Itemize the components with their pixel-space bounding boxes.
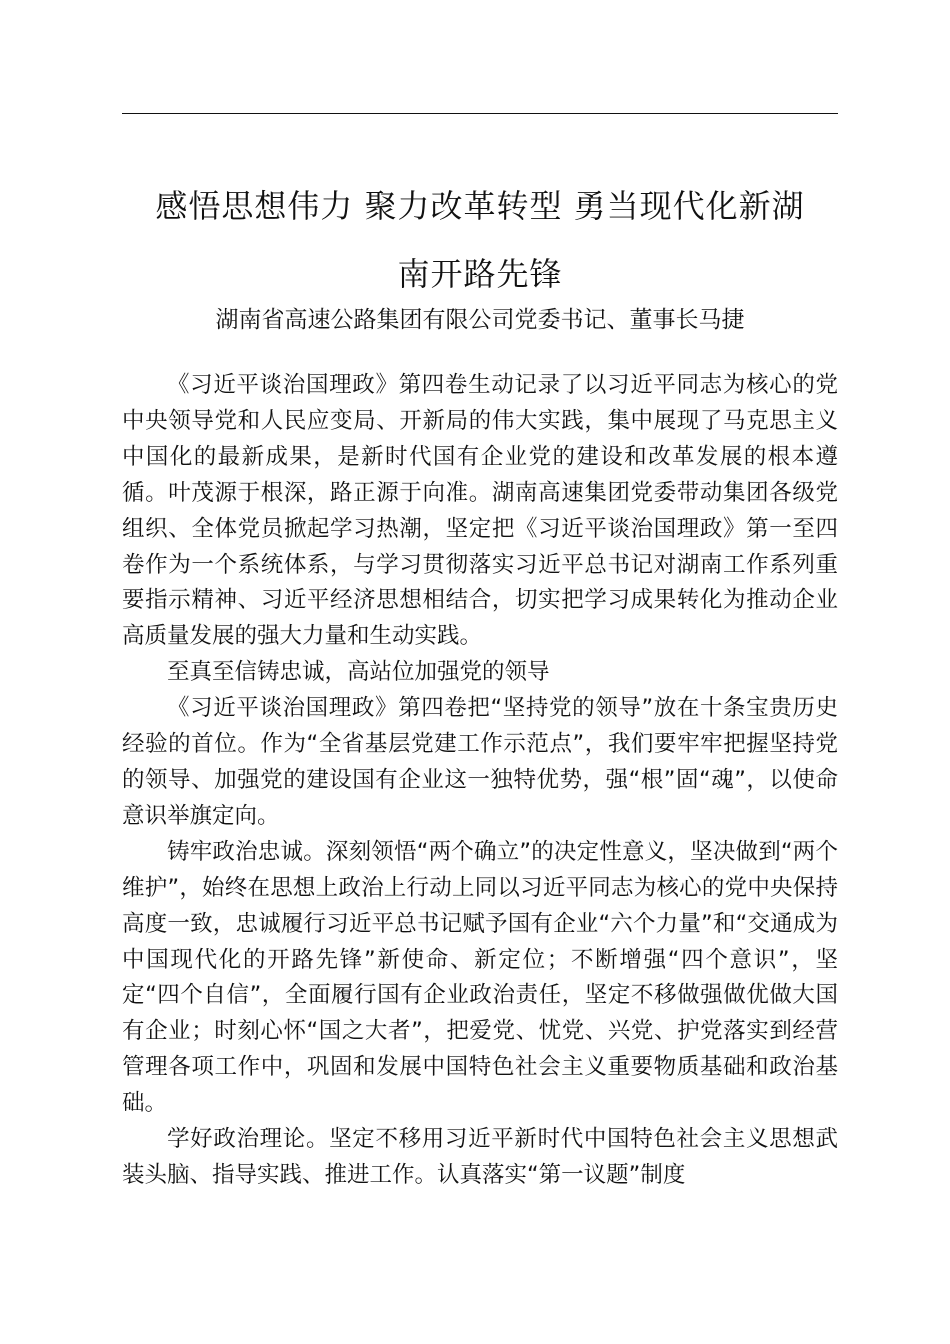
article-author: 湖南省高速公路集团有限公司党委书记、董事长马捷 [215, 307, 745, 333]
paragraph: 学好政治理论。坚定不移用习近平新时代中国特色社会主义思想武装头脑、指导实践、推进工作。认真落实“第一议题”制度 [122, 1126, 838, 1188]
paragraph-intro: 《习近平谈治国理政》第四卷生动记录了以习近平同志为核心的党中央领导党和人民应变局、开新局的伟大实践，集中展现了马克思主义中国化的最新成果，是新时代国有企业党的建设和改革发展的根本遵循。叶茂源于根深，路正源于向准。湖南高速集团党委带动集团各级党组织、全体党员掀起学习热潮，坚定把《习近平谈治国理政》第一至四卷作为一个系统体系，与学习贯彻落实习近平总书记对湖南工作系列重要指示精神、习近平经济思想相结合，切实把学习成果转化为推动企业高质量发展的强大力量和生动实践。 [122, 372, 838, 650]
section-heading: 至真至信铸忠诚，高站位加强党的领导 [167, 659, 550, 686]
article-title-line-1: 感悟思想伟力 聚力改革转型 勇当现代化新湖 [155, 187, 805, 225]
paragraph: 铸牢政治忠诚。深刻领悟“两个确立”的决定性意义，坚决做到“两个维护”，始终在思想上政治上行动上同以习近平同志为核心的党中央保持高度一致，忠诚履行习近平总书记赋予国有企业“六个力量”和“交通成为中国现代化的开路先锋”新使命、新定位；不断增强“四个意识”，坚定“四个自信”，全面履行国有企业政治责任，坚定不移做强做优做大国有企业；时刻心怀“国之大者”，把爱党、忧党、兴党、护党落实到经营管理各项工作中，巩固和发展中国特色社会主义重要物质基础和政治基础。 [122, 838, 838, 1117]
paragraph: 《习近平谈治国理政》第四卷把“坚持党的领导”放在十条宝贵历史经验的首位。作为“全省基层党建工作示范点”，我们要牢牢把握坚持党的领导、加强党的建设国有企业这一独特优势，强“根”固“魂”，以使命意识举旗定向。 [122, 695, 838, 829]
article-body [122, 368, 838, 1194]
article-title [110, 172, 850, 308]
article-title-line-2: 南开路先锋 [397, 255, 563, 293]
header-rule [122, 113, 838, 114]
